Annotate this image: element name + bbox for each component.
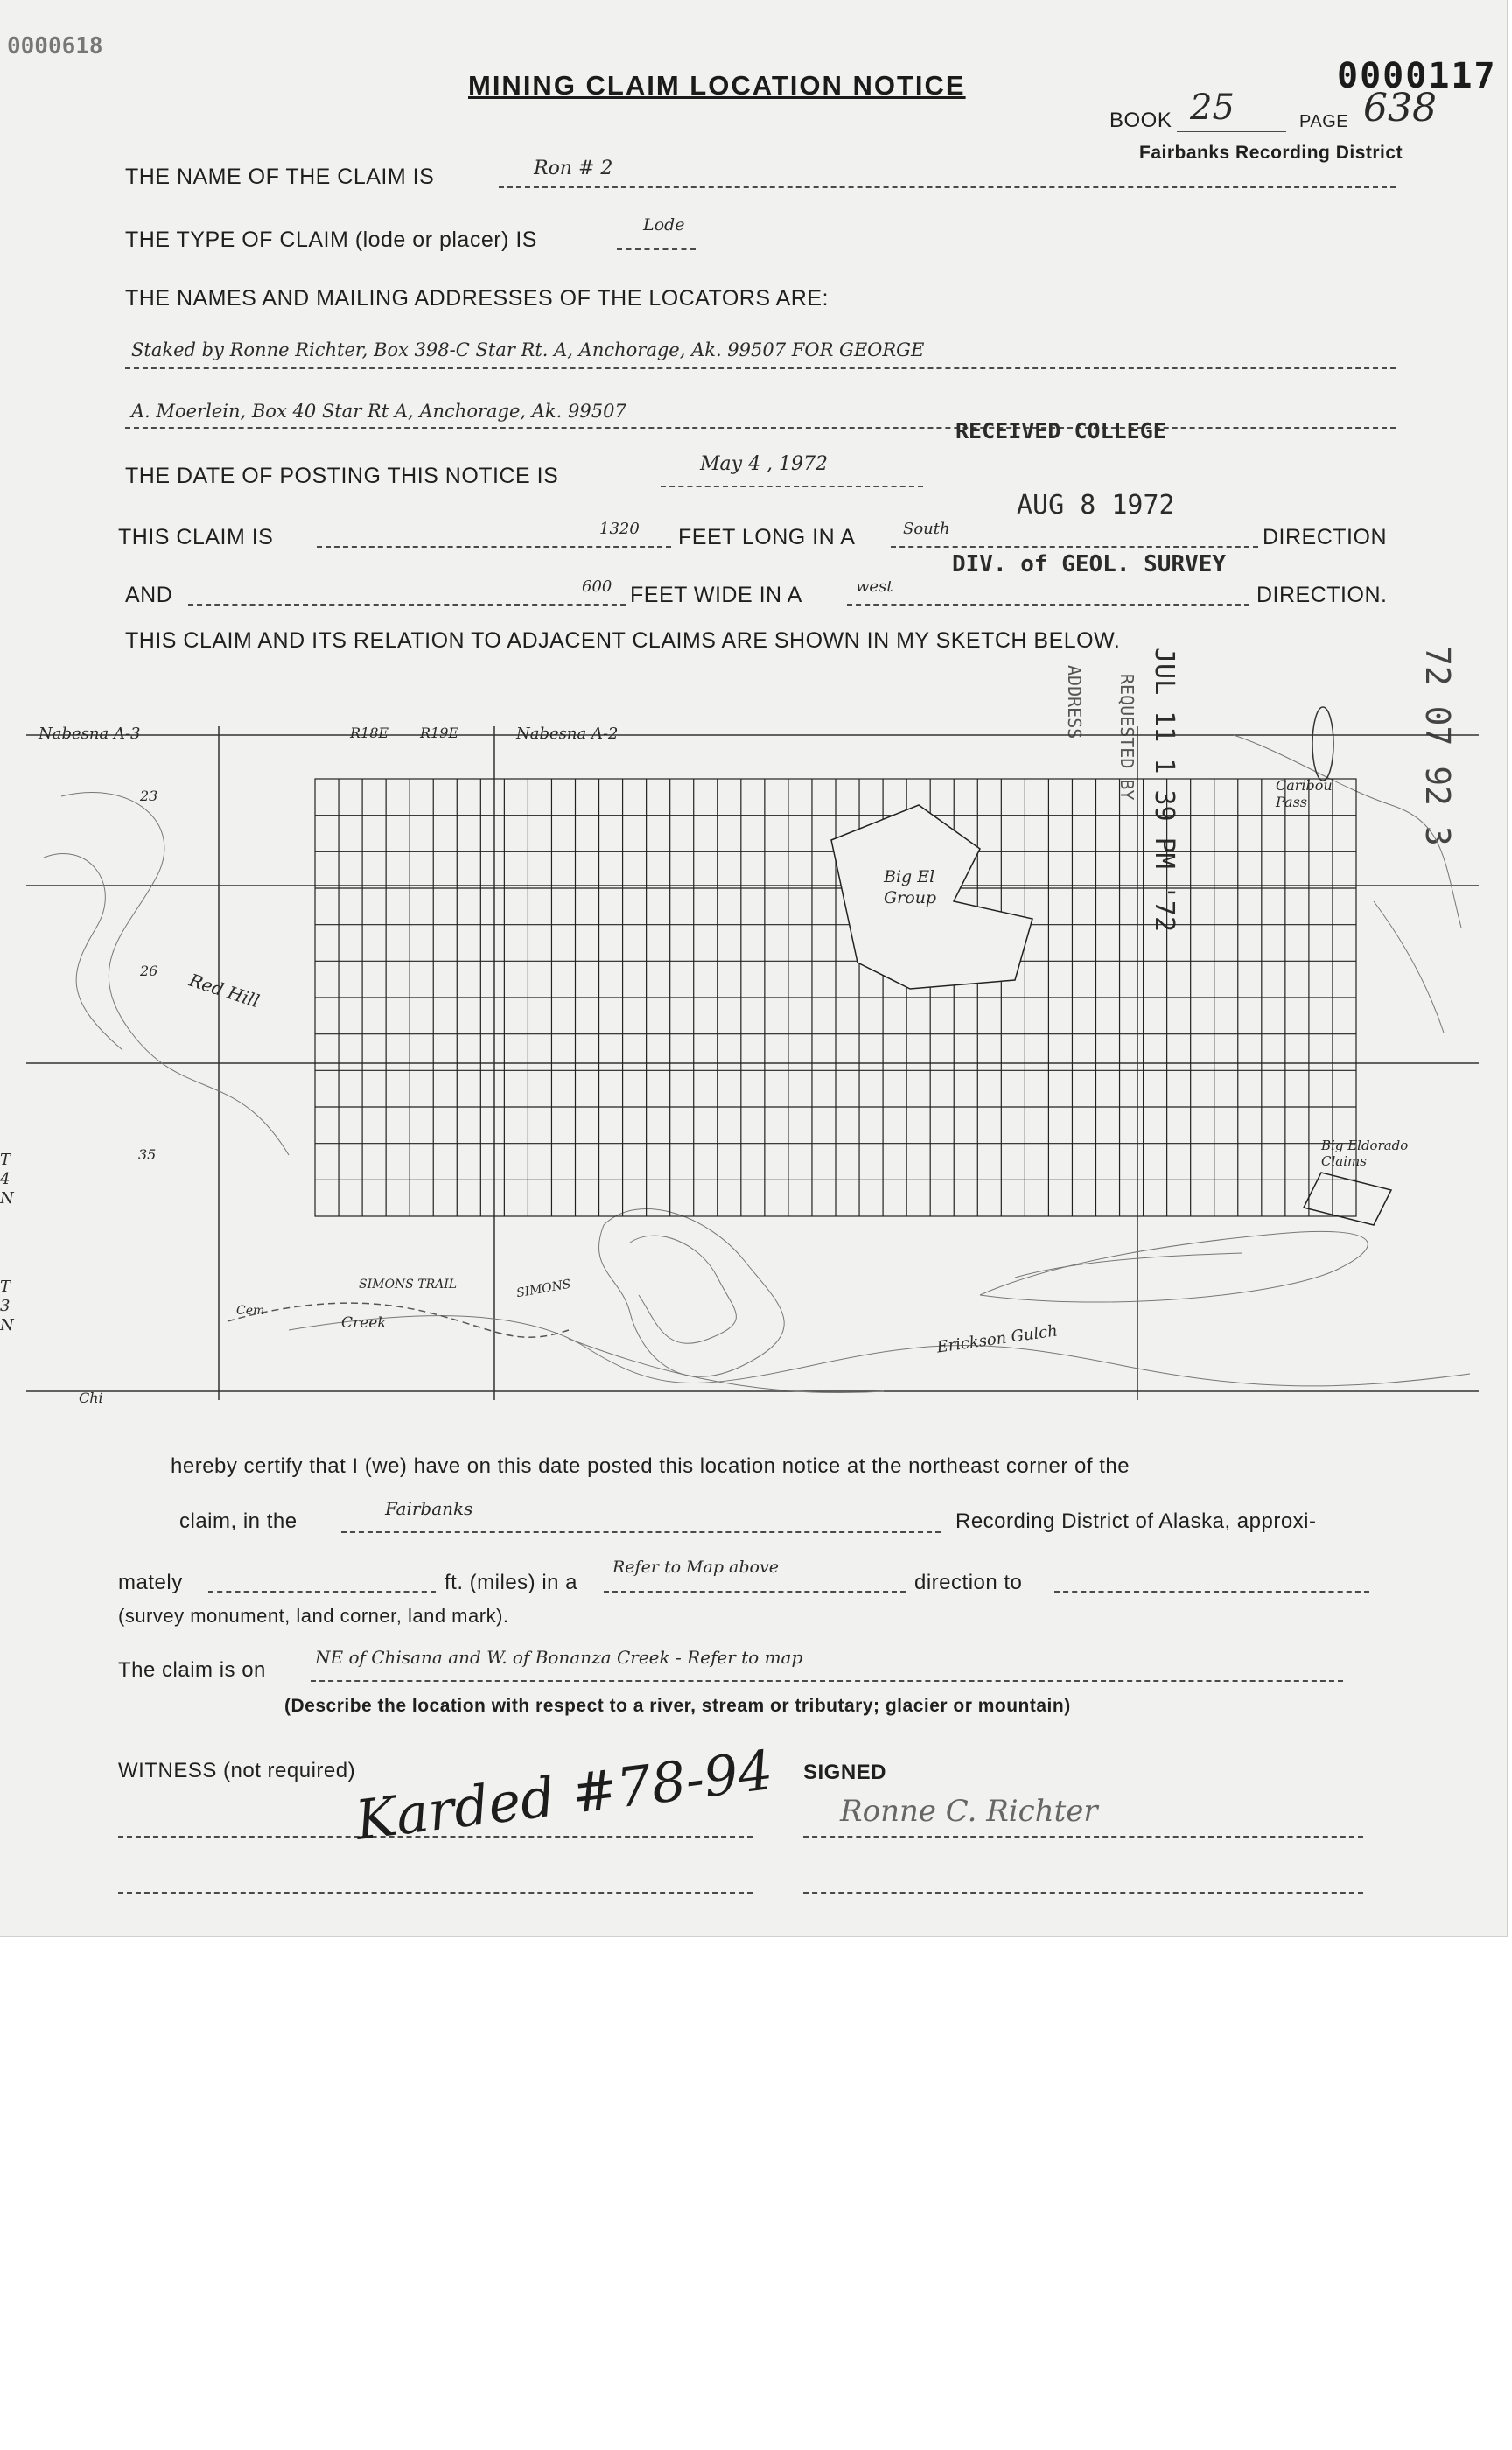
locators-line-1: Staked by Ronne Richter, Box 398-C Star Rt. A, Anchorage, Ak. 99507 FOR GEORGE	[131, 340, 925, 360]
book-label: BOOK	[1110, 108, 1172, 132]
width-direction: west	[856, 578, 893, 596]
corner-id: 0000618	[7, 33, 103, 60]
map-label-nabesna-a2: Nabesna A-2	[516, 724, 619, 743]
sketch-label: THIS CLAIM AND ITS RELATION TO ADJACENT CLAIMS ARE SHOWN IN MY SKETCH BELOW.	[125, 628, 1121, 653]
map-label-cem: Cem	[236, 1304, 265, 1318]
date-value: May 4 , 1972	[700, 453, 829, 475]
claim-on-label: The claim is on	[118, 1658, 266, 1682]
contour-lines	[44, 735, 1470, 1393]
width-label-c: DIRECTION.	[1256, 583, 1388, 607]
map-label-big-el-group: Big El Group	[884, 867, 937, 907]
serial-number: 0000117	[1337, 56, 1497, 96]
vertical-requested-stamp: REQUESTED BY	[1116, 674, 1138, 801]
claim-type-label: THE TYPE OF CLAIM (lode or placer) IS	[125, 228, 537, 252]
claim-name-value: Ron # 2	[534, 158, 613, 179]
certify-district-value: Fairbanks	[385, 1498, 473, 1519]
signer-signature: Ronne C. Richter	[840, 1794, 1098, 1829]
map-label-section-26: 26	[140, 962, 158, 979]
map-label-caribou-pass: Caribou Pass	[1276, 777, 1333, 810]
length-label-a: THIS CLAIM IS	[118, 525, 274, 550]
certify-district-suffix: Recording District of Alaska, approxi-	[956, 1509, 1317, 1533]
date-label: THE DATE OF POSTING THIS NOTICE IS	[125, 464, 559, 488]
township-t3n: T 3 N	[0, 1278, 14, 1334]
certify-claim-label: claim, in the	[179, 1509, 298, 1533]
certify-approx-label: mately	[118, 1571, 183, 1594]
length-label-c: DIRECTION	[1263, 525, 1387, 550]
map-label-r19e: R19E	[420, 724, 459, 741]
caribou-pass-marker	[1312, 707, 1334, 780]
certify-direction-value: Refer to Map above	[612, 1558, 779, 1577]
page-title: MINING CLAIM LOCATION NOTICE	[468, 70, 966, 101]
certify-survey-note: (survey monument, land corner, land mark).	[118, 1605, 509, 1627]
length-value: 1320	[599, 520, 640, 538]
length-direction: South	[903, 520, 950, 538]
district-caption: Fairbanks Recording District	[1139, 143, 1404, 163]
map-label-red-hill: Red Hill	[186, 969, 262, 1012]
witness-label: WITNESS (not required)	[118, 1759, 356, 1782]
map-label-section-35: 35	[138, 1146, 157, 1163]
township-t4n: T 4 N	[0, 1151, 14, 1208]
book-value: 25	[1190, 88, 1235, 128]
map-label-erickson-gulch: Erickson Gulch	[935, 1321, 1060, 1357]
page-value: 638	[1363, 86, 1437, 130]
length-label-b: FEET LONG IN A	[678, 525, 856, 550]
simons-trail-line	[228, 1303, 569, 1337]
claim-name-label: THE NAME OF THE CLAIM IS	[125, 164, 435, 189]
describe-note: (Describe the location with respect to a river, stream or tributary; glacier or mountain)	[284, 1696, 1071, 1716]
certify-ft-label: ft. (miles) in a	[444, 1571, 578, 1594]
map-label-creek: Creek	[341, 1314, 387, 1332]
width-value: 600	[582, 578, 612, 596]
page-label: PAGE	[1299, 112, 1349, 131]
locators-line-2: A. Moerlein, Box 40 Star Rt A, Anchorage, Ak. 99507	[131, 401, 626, 422]
received-stamp: RECEIVED COLLEGE	[956, 418, 1166, 444]
locators-label: THE NAMES AND MAILING ADDRESSES OF THE LOCATORS ARE:	[125, 286, 829, 311]
claim-type-value: Lode	[643, 215, 685, 234]
map-label-simons: SIMONS	[515, 1277, 572, 1301]
map-label-big-eldorado: Big Eldorado Claims	[1321, 1138, 1409, 1169]
width-label-b: FEET WIDE IN A	[630, 583, 802, 607]
map-label-section-23: 23	[140, 788, 158, 804]
map-label-r18e: R18E	[350, 724, 389, 741]
witness-scrawl: Karded #78-94	[352, 1738, 777, 1852]
width-label-a: AND	[125, 583, 173, 607]
vertical-address-stamp: ADDRESS	[1064, 665, 1085, 739]
map-label-nabesna-a3: Nabesna A-3	[38, 724, 141, 743]
vertical-time-stamp: JUL 11 1 39 PM '72	[1149, 648, 1180, 933]
certify-direction-to: direction to	[914, 1571, 1023, 1594]
certify-line-1: hereby certify that I (we) have on this date posted this location notice at the northeast corner of the	[171, 1454, 1130, 1478]
map-label-chi: Chi	[79, 1390, 103, 1406]
claim-on-value: NE of Chisana and W. of Bonanza Creek - Refer to map	[315, 1647, 803, 1668]
signed-label: SIGNED	[803, 1760, 887, 1784]
vertical-serial-stamp: 72 07 92 3	[1418, 646, 1457, 846]
received-date-stamp: AUG 8 1972	[1017, 490, 1175, 521]
claim-sketch-map	[26, 700, 1479, 1418]
map-label-simons-trail: SIMONS TRAIL	[359, 1278, 458, 1292]
division-stamp: DIV. of GEOL. SURVEY	[952, 551, 1227, 578]
big-eldorado-box	[1304, 1172, 1391, 1225]
section-lines	[26, 726, 1479, 1400]
